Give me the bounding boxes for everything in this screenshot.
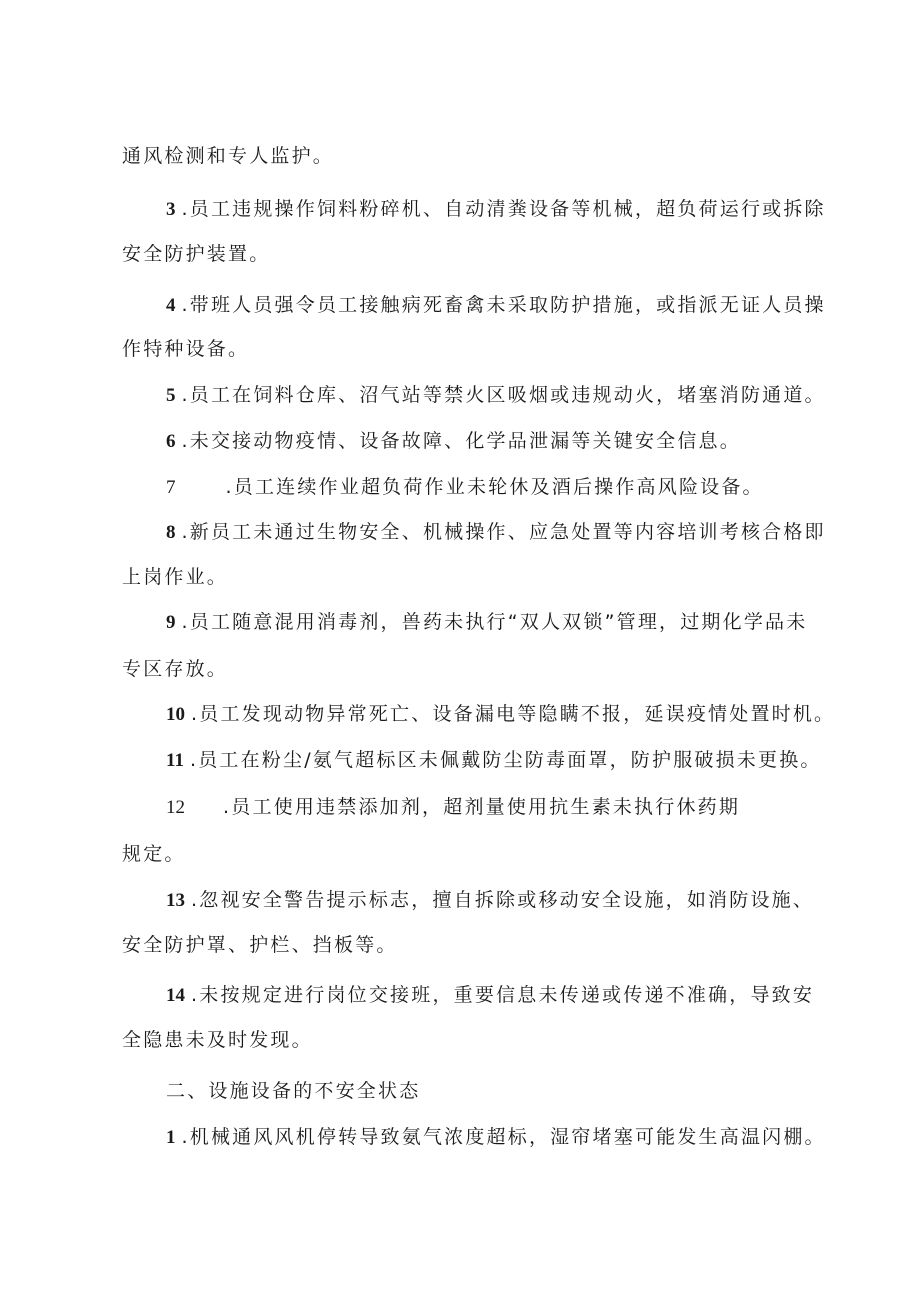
item-text: .员工连续作业超负荷作业未轮休及酒后操作高风险设备。 — [225, 476, 764, 498]
item-text: .带班人员强令员工接触病死畜禽未采取防护措施，或指派无证人员操 — [181, 294, 826, 316]
list-item-4-continuation — [122, 333, 249, 365]
item-number: 14 — [166, 985, 185, 1006]
item-number: 4 — [166, 295, 176, 316]
item-text: .员工随意混用消毒剂，兽药未执行“双人双锁”管理，过期化学品未 — [181, 611, 808, 633]
text: 通风检测和专人监护。 — [122, 145, 335, 167]
item-text: .新员工未通过生物安全、机械操作、应急处置等内容培训考核合格即 — [181, 521, 826, 543]
item-text: 安全防护装置。 — [122, 243, 271, 265]
item-number: 6 — [166, 431, 176, 452]
item-text: .忽视安全警告提示标志，擅自拆除或移动安全设施，如消防设施、 — [191, 889, 815, 911]
list-item-8 — [166, 516, 826, 548]
list-item-6 — [166, 425, 741, 457]
list-item-4 — [166, 289, 826, 321]
item-number: 5 — [166, 385, 176, 406]
list-item-13-continuation — [122, 929, 398, 961]
list-item-9-continuation — [122, 653, 228, 685]
item-text: .机械通风风机停转导致氨气浓度超标，湿帘堵塞可能发生高温闪棚。 — [181, 1126, 826, 1148]
item-text: 安全防护罩、护栏、挡板等。 — [122, 934, 398, 956]
list-item-11 — [166, 744, 822, 776]
item-number: 12 — [166, 797, 185, 818]
item-text: .员工违规操作饲料粉碎机、自动清粪设备等机械，超负荷运行或拆除 — [181, 198, 826, 220]
section-title: 二、设施设备的不安全状态 — [166, 1080, 421, 1102]
section-item-1 — [166, 1121, 826, 1153]
item-text: .员工在粉尘/氨气超标区未佩戴防尘防毒面罩，防护服破损未更换。 — [189, 749, 822, 771]
item-text: 上岗作业。 — [122, 566, 229, 588]
list-item-14 — [166, 979, 814, 1011]
list-item-7 — [166, 471, 764, 503]
item-number: 13 — [166, 890, 185, 911]
list-item-13 — [166, 884, 814, 916]
list-item-5 — [166, 379, 826, 411]
paragraph-continuation — [122, 140, 334, 172]
item-text: 全隐患未及时发现。 — [122, 1029, 313, 1051]
item-number: 11 — [166, 750, 184, 771]
item-number: 8 — [166, 522, 176, 543]
list-item-12 — [166, 791, 740, 823]
item-number: 1 — [166, 1127, 176, 1148]
item-text: .未按规定进行岗位交接班，重要信息未传递或传递不准确，导致安 — [191, 984, 815, 1006]
list-item-12-continuation — [122, 838, 186, 870]
item-number: 10 — [166, 704, 185, 725]
list-item-10 — [166, 698, 835, 730]
item-text: 规定。 — [122, 843, 186, 865]
item-text: .员工在饲料仓库、沼气站等禁火区吸烟或违规动火，堵塞消防通道。 — [181, 384, 826, 406]
list-item-3 — [166, 193, 826, 225]
list-item-3-continuation — [122, 238, 270, 270]
item-text: 专区存放。 — [122, 658, 229, 680]
item-text: 作特种设备。 — [122, 338, 250, 360]
list-item-8-continuation — [122, 561, 228, 593]
section-heading — [166, 1075, 420, 1107]
list-item-14-continuation — [122, 1024, 313, 1056]
item-number: 3 — [166, 199, 176, 220]
item-text: .员工使用违禁添加剂，超剂量使用抗生素未执行休药期 — [223, 796, 741, 818]
item-text: .未交接动物疫情、设备故障、化学品泄漏等关键安全信息。 — [181, 430, 741, 452]
item-number: 9 — [166, 612, 176, 633]
item-text: .员工发现动物异常死亡、设备漏电等隐瞒不报，延误疫情处置时机。 — [191, 703, 836, 725]
item-number: 7 — [166, 477, 176, 498]
list-item-9 — [166, 606, 807, 638]
